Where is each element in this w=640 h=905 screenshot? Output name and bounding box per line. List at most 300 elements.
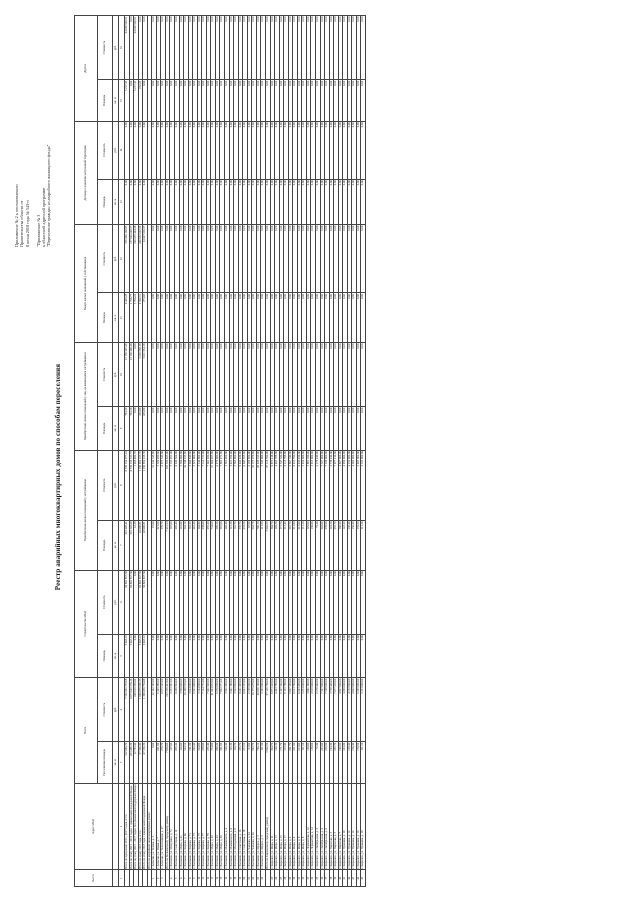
- value-cell: 0,00: [265, 407, 270, 450]
- value-cell: 0,00: [184, 179, 189, 225]
- value-cell: 0,00: [247, 342, 252, 406]
- value-cell: 0,00: [202, 634, 207, 677]
- value-cell: 0,00: [179, 179, 184, 225]
- value-cell: 0,00: [184, 342, 189, 406]
- value-cell: 64 865 965,91: [125, 16, 130, 80]
- value-cell: 4 092 000,00: [352, 678, 357, 742]
- value-cell: 5 329 280,00: [156, 678, 161, 742]
- value-cell: 72,40: [315, 520, 320, 570]
- row-number-cell: 40: [338, 870, 343, 887]
- value-cell: 239,90: [325, 742, 330, 783]
- column-number: 14: [119, 121, 125, 179]
- value-cell: 0,00: [134, 407, 139, 450]
- value-cell: 0,00: [302, 407, 307, 450]
- value-cell: 0,00: [325, 342, 330, 406]
- value-cell: 0,00: [234, 80, 239, 121]
- value-cell: 0,00: [343, 225, 348, 293]
- value-cell: 104,80: [197, 520, 202, 570]
- value-cell: 700,10: [256, 520, 261, 570]
- value-cell: 0,00: [193, 80, 198, 121]
- value-cell: 111,10: [361, 520, 366, 570]
- value-cell: 0,00: [361, 179, 366, 225]
- value-cell: 5 347 320,00: [279, 450, 284, 520]
- address-cell: г. Болохово, ул. Чапаева, д. 24: [247, 783, 252, 870]
- value-cell: 0,00: [161, 121, 166, 179]
- value-cell: 0,00: [252, 16, 257, 80]
- row-number-cell: 7: [184, 870, 189, 887]
- value-cell: 115,30: [229, 520, 234, 570]
- annex-block: [14, 12, 52, 247]
- row-number-cell: 20: [243, 870, 248, 887]
- value-cell: 0,00: [179, 342, 184, 406]
- value-cell: 0,00: [361, 121, 366, 179]
- value-cell: 6 243 450,00: [297, 678, 302, 742]
- column-unit-header: руб.: [113, 121, 119, 179]
- value-cell: 0,00: [206, 342, 211, 406]
- value-cell: 0,00: [256, 80, 261, 121]
- value-cell: 291 328,68: [129, 520, 134, 570]
- value-cell: 0,00: [297, 342, 302, 406]
- value-cell: 301,90: [220, 520, 225, 570]
- column-number: 5: [119, 634, 125, 677]
- address-cell: г. Киреевск, ул. Мира, д. 8: [302, 783, 307, 870]
- value-cell: 3 333 291,00: [170, 678, 175, 742]
- value-cell: 1 150 952 153,35: [143, 450, 148, 520]
- value-cell: 0,00: [170, 80, 175, 121]
- value-cell: 5 867 349,00: [288, 450, 293, 520]
- column-measure-header: Расселяемая площадь: [98, 742, 113, 783]
- value-cell: 3 254 000,00: [302, 450, 307, 520]
- value-cell: 0,00: [193, 634, 198, 677]
- value-cell: 120,40: [225, 742, 230, 783]
- value-cell: 0,00: [270, 179, 275, 225]
- value-cell: 0,00: [202, 570, 207, 634]
- column-number: 8: [119, 450, 125, 520]
- value-cell: 9 241 429,00: [238, 450, 243, 520]
- value-cell: 0,00: [315, 179, 320, 225]
- column-group-header: Адрес МКД: [75, 783, 113, 870]
- value-cell: 0,00: [261, 16, 266, 80]
- column-number: 1: [119, 870, 125, 887]
- value-cell: 0,00: [352, 80, 357, 121]
- value-cell: 0,00: [352, 634, 357, 677]
- value-cell: 0,00: [338, 570, 343, 634]
- value-cell: 0,00: [238, 80, 243, 121]
- value-cell: 0,00: [306, 225, 311, 293]
- rotated-sheet: [8, 7, 628, 897]
- value-cell: 3 738 440,00: [329, 450, 334, 520]
- row-number-cell: 6: [179, 870, 184, 887]
- value-cell: 0,00: [343, 16, 348, 80]
- value-cell: 0,00: [175, 407, 180, 450]
- row-number-cell: 13: [211, 870, 216, 887]
- value-cell: 0,00: [288, 80, 293, 121]
- value-cell: 0,00: [320, 634, 325, 677]
- value-cell: 0,00: [320, 121, 325, 179]
- value-cell: 0,00: [347, 407, 352, 450]
- value-cell: 0,00: [211, 570, 216, 634]
- value-cell: 7 826,00: [165, 742, 170, 783]
- column-measure-header: Стоимость: [98, 570, 113, 634]
- value-cell: 0,00: [188, 407, 193, 450]
- value-cell: 5 011 554,18: [143, 342, 148, 406]
- value-cell: 0,00: [152, 570, 157, 634]
- value-cell: 0,00: [361, 225, 366, 293]
- value-cell: 93,90: [247, 520, 252, 570]
- value-cell: 209,20: [215, 520, 220, 570]
- value-cell: 0,00: [293, 179, 298, 225]
- value-cell: 0,00: [325, 16, 330, 80]
- value-cell: 0,00: [184, 121, 189, 179]
- value-cell: 138,40: [347, 520, 352, 570]
- value-cell: 0,00: [334, 634, 339, 677]
- column-measure-header: Площадь: [98, 520, 113, 570]
- value-cell: 0,00: [270, 293, 275, 343]
- value-cell: 116,60: [179, 520, 184, 570]
- value-cell: 0,00: [347, 342, 352, 406]
- value-cell: 3 663,12: [129, 634, 134, 677]
- header-row-groups: [75, 16, 98, 887]
- value-cell: 0,00: [188, 80, 193, 121]
- value-cell: 171,70: [279, 520, 284, 570]
- value-cell: 0,00: [252, 342, 257, 406]
- value-cell: 43 090,81: [138, 520, 143, 570]
- column-measure-header: Стоимость: [98, 450, 113, 520]
- value-cell: 0,00: [361, 570, 366, 634]
- value-cell: 126,30: [275, 742, 280, 783]
- row-number-cell: 44: [356, 870, 361, 887]
- value-cell: 0,00: [193, 407, 198, 450]
- row-number-cell: 26: [275, 870, 280, 887]
- column-number: 4: [119, 678, 125, 742]
- value-cell: 0,00: [247, 570, 252, 634]
- address-cell: г. Болохово, ул. Маяковского, д. 6: [229, 783, 234, 870]
- value-cell: 0,00: [252, 80, 257, 121]
- value-cell: 0,00: [243, 570, 248, 634]
- value-cell: 0,00: [302, 16, 307, 80]
- column-group-header: Другое: [75, 16, 98, 122]
- value-cell: 0,00: [352, 179, 357, 225]
- value-cell: 111,50: [261, 520, 266, 570]
- value-cell: 0,00: [297, 121, 302, 179]
- value-cell: 0,00: [220, 570, 225, 634]
- value-cell: 0,00: [211, 179, 216, 225]
- address-cell: г. Алексин, ул. Челюскинцев, д. 27: [161, 783, 166, 870]
- value-cell: 0,00: [125, 121, 130, 179]
- value-cell: 9 873 418,00: [270, 450, 275, 520]
- value-cell: 233,50: [243, 742, 248, 783]
- value-cell: 0,00: [256, 634, 261, 677]
- value-cell: 0,00: [270, 80, 275, 121]
- value-cell: 0,00: [329, 80, 334, 121]
- value-cell: 143,20: [343, 520, 348, 570]
- value-cell: 0,00: [247, 225, 252, 293]
- value-cell: 0,00: [361, 407, 366, 450]
- value-cell: 0,00: [279, 16, 284, 80]
- value-cell: 3 663,12: [138, 634, 143, 677]
- value-cell: 253 488,30: [129, 742, 134, 783]
- value-cell: 0,00: [302, 80, 307, 121]
- value-cell: 0,00: [256, 293, 261, 343]
- column-unit-header: руб.: [113, 450, 119, 520]
- value-cell: 0,00: [311, 634, 316, 677]
- value-cell: 0,00: [284, 225, 289, 293]
- value-cell: 0,00: [279, 570, 284, 634]
- value-cell: 0,00: [152, 179, 157, 225]
- value-cell: 0,00: [279, 634, 284, 677]
- address-cell: г. Болохово, ул. Кирова, д. 71: [188, 783, 193, 870]
- value-cell: 0,00: [270, 121, 275, 179]
- value-cell: 0,00: [238, 121, 243, 179]
- value-cell: 312 086,70: [125, 742, 130, 783]
- value-cell: 0,00: [315, 634, 320, 677]
- value-cell: 0,00: [165, 342, 170, 406]
- value-cell: 0,00: [238, 634, 243, 677]
- value-cell: 0,00: [306, 634, 311, 677]
- value-cell: 12 783,44: [134, 742, 139, 783]
- value-cell: 5 347 320,00: [279, 678, 284, 742]
- value-cell: 233,50: [243, 520, 248, 570]
- column-group-header: № п/п: [75, 870, 113, 887]
- value-cell: 0,00: [229, 179, 234, 225]
- value-cell: 238,60: [202, 742, 207, 783]
- value-cell: 4 827 000,00: [338, 450, 343, 520]
- value-cell: 0,00: [206, 570, 211, 634]
- value-cell: 0,00: [229, 407, 234, 450]
- column-number: 6: [119, 570, 125, 634]
- value-cell: 4 152 000,00: [347, 678, 352, 742]
- row-number-cell: 42: [347, 870, 352, 887]
- row-number-cell: 38: [329, 870, 334, 887]
- value-cell: 335,70: [238, 742, 243, 783]
- value-cell: 7 198 000,00: [325, 450, 330, 520]
- value-cell: 0,00: [284, 342, 289, 406]
- value-cell: 0,00: [161, 179, 166, 225]
- value-cell: 0,00: [315, 570, 320, 634]
- value-cell: 0,00: [220, 407, 225, 450]
- value-cell: 243,60: [320, 742, 325, 783]
- value-cell: 0,00: [338, 179, 343, 225]
- value-cell: 115,30: [229, 742, 234, 783]
- row-number-cell: 4: [170, 870, 175, 887]
- value-cell: 0,00: [243, 225, 248, 293]
- value-cell: 0,00: [329, 225, 334, 293]
- value-cell: 13 150 208,48: [129, 342, 134, 406]
- value-cell: 0,00: [325, 179, 330, 225]
- value-cell: 0,00: [165, 80, 170, 121]
- value-cell: 0,00: [320, 407, 325, 450]
- column-number: 12: [119, 225, 125, 293]
- value-cell: 0,00: [315, 407, 320, 450]
- value-cell: 111,10: [302, 520, 307, 570]
- value-cell: 93,90: [247, 742, 252, 783]
- annex-line: Приложение № 2 к постановлению: [14, 184, 19, 247]
- value-cell: 3 345 000,00: [261, 678, 266, 742]
- value-cell: 0,00: [334, 342, 339, 406]
- value-cell: 0,00: [234, 179, 239, 225]
- value-cell: 205,40: [175, 742, 180, 783]
- value-cell: 126,30: [275, 520, 280, 570]
- value-cell: 0,00: [361, 342, 366, 406]
- value-cell: 7 677 210,00: [334, 678, 339, 742]
- value-cell: 0,00: [243, 634, 248, 677]
- value-cell: 5 217,43: [134, 80, 139, 121]
- value-cell: 4 403 788,00: [275, 450, 280, 520]
- address-cell: г. Киреевск, ул. Пушкина, д. 12: [347, 783, 352, 870]
- value-cell: 4 562,51: [138, 293, 143, 343]
- value-cell: 0,00: [247, 634, 252, 677]
- value-cell: 0,00: [261, 225, 266, 293]
- value-cell: 0,00: [306, 570, 311, 634]
- address-cell: г. Киреевск, ул. Пушкина, д. 14: [352, 783, 357, 870]
- value-cell: 0,00: [302, 179, 307, 225]
- value-cell: 0,00: [311, 570, 316, 634]
- value-cell: 0,00: [352, 293, 357, 343]
- value-cell: 6 643 555,00: [243, 678, 248, 742]
- address-cell: г. Болохово, ул. Щорса, д. 3: [256, 783, 261, 870]
- value-cell: 0,00: [261, 342, 266, 406]
- value-cell: 0,00: [306, 293, 311, 343]
- value-cell: 0,00: [152, 342, 157, 406]
- value-cell: 793,20: [125, 407, 130, 450]
- value-cell: 0,00: [206, 16, 211, 80]
- value-cell: 0,00: [165, 225, 170, 293]
- value-cell: 193 339 423,00: [165, 678, 170, 742]
- value-cell: 0,00: [175, 80, 180, 121]
- annex-line: "Переселение граждан из аварийного жилищного фонда": [46, 144, 52, 247]
- value-cell: 209,20: [215, 742, 220, 783]
- value-cell: 0,00: [284, 121, 289, 179]
- value-cell: 0,00: [293, 570, 298, 634]
- row-number-cell: 24: [261, 870, 266, 887]
- value-cell: 0,00: [165, 121, 170, 179]
- value-cell: 0,00: [275, 225, 280, 293]
- value-cell: 3 915 000,00: [311, 678, 316, 742]
- address-cell: г. Киреевск, ул. Пушкина, д. 16: [356, 783, 361, 870]
- value-cell: 0,00: [334, 293, 339, 343]
- value-cell: 0,00: [252, 407, 257, 450]
- value-cell: 0,00: [356, 179, 361, 225]
- value-cell: 0,00: [211, 634, 216, 677]
- value-cell: 0,00: [302, 121, 307, 179]
- value-cell: 0,00: [220, 80, 225, 121]
- row-number-cell: 21: [247, 870, 252, 887]
- value-cell: 14 627 210,57: [143, 225, 148, 293]
- value-cell: 0,00: [243, 407, 248, 450]
- value-cell: 0,00: [225, 570, 230, 634]
- value-cell: 16 348 935,00: [184, 678, 189, 742]
- value-cell: 0,00: [156, 225, 161, 293]
- value-cell: 221,60: [156, 520, 161, 570]
- value-cell: 0,00: [202, 342, 207, 406]
- address-cell: г. Киреевск, ул. Октябрьская, д. 2: [315, 783, 320, 870]
- value-cell: 0,00: [293, 225, 298, 293]
- value-cell: 160,90: [338, 742, 343, 783]
- value-cell: 0,00: [179, 80, 184, 121]
- value-cell: 0,00: [238, 293, 243, 343]
- value-cell: 734,00: [211, 520, 216, 570]
- row-number-cell: 34: [311, 870, 316, 887]
- value-cell: 5 521 600,00: [193, 450, 198, 520]
- value-cell: 0,00: [329, 407, 334, 450]
- column-measure-header: Стоимость: [98, 678, 113, 742]
- value-cell: 0,00: [184, 634, 189, 677]
- value-cell: 0,00: [202, 121, 207, 179]
- value-cell: 0,00: [297, 16, 302, 80]
- value-cell: 3 144 000,00: [197, 450, 202, 520]
- value-cell: 0,00: [356, 225, 361, 293]
- value-cell: 544,10: [184, 742, 189, 783]
- column-number: 7: [119, 520, 125, 570]
- value-cell: 0,00: [179, 16, 184, 80]
- value-cell: 3 915 000,00: [311, 450, 316, 520]
- value-cell: 0,00: [297, 634, 302, 677]
- column-group-header: Приобретение жилых помещений у лиц, не являющихся застройщиком: [75, 342, 98, 450]
- value-cell: 7 327 000,00: [320, 678, 325, 742]
- value-cell: 6 249 564,00: [175, 450, 180, 520]
- value-cell: 0,00: [193, 570, 198, 634]
- address-cell: г. Болохово, ул. Молодежная, д. 8: [234, 783, 239, 870]
- value-cell: 0,00: [188, 16, 193, 80]
- value-cell: 0,00: [184, 570, 189, 634]
- value-cell: 0,00: [325, 407, 330, 450]
- row-number-cell: 3: [161, 870, 166, 887]
- value-cell: 0,00: [275, 342, 280, 406]
- value-cell: 2 178 440,00: [315, 450, 320, 520]
- value-cell: 0,00: [215, 80, 220, 121]
- value-cell: 0,00: [279, 407, 284, 450]
- value-cell: 211,90: [293, 742, 298, 783]
- address-cell: г. Болохово, ул. Маяковского, д. 4: [225, 783, 230, 870]
- value-cell: 291 428,41: [125, 520, 130, 570]
- value-cell: 0,00: [270, 16, 275, 80]
- value-cell: 0,00: [261, 293, 266, 343]
- value-cell: 2 199 900,00: [247, 678, 252, 742]
- value-cell: 138,40: [347, 742, 352, 783]
- value-cell: 0,00: [315, 16, 320, 80]
- value-cell: 0,00: [279, 293, 284, 343]
- value-cell: 0,00: [215, 570, 220, 634]
- value-cell: 12 142 345,00: [152, 678, 157, 742]
- value-cell: 0,00: [179, 293, 184, 343]
- value-cell: 0,00: [356, 293, 361, 343]
- value-cell: 116,70: [234, 742, 239, 783]
- value-cell: 0,00: [188, 342, 193, 406]
- value-cell: 0,00: [343, 179, 348, 225]
- address-cell: г. Алексин, ул. Чехова, д. 3: [152, 783, 157, 870]
- value-cell: 0,00: [311, 407, 316, 450]
- address-cell: г. Киреевск, ул. Пирогова, д. 3: [329, 783, 334, 870]
- value-cell: 7 661 920,00: [206, 450, 211, 520]
- value-cell: 734,00: [211, 742, 216, 783]
- value-cell: 0,00: [347, 293, 352, 343]
- value-cell: 0,00: [215, 634, 220, 677]
- value-cell: 0,00: [347, 179, 352, 225]
- value-cell: 0,00: [206, 225, 211, 293]
- value-cell: 1 205 482,70: [134, 450, 139, 520]
- value-cell: 0,00: [265, 225, 270, 293]
- address-cell: Итого по этапу 2013 года, в т.ч.:: [138, 783, 143, 870]
- value-cell: 0,00: [288, 407, 293, 450]
- column-measure-header: Площадь: [98, 293, 113, 343]
- value-cell: 101,20: [188, 742, 193, 783]
- value-cell: 0,00: [338, 16, 343, 80]
- value-cell: 0,00: [288, 293, 293, 343]
- address-cell: г. Болохово, ул. Мира, д. 44: [215, 783, 220, 870]
- value-cell: 0,00: [261, 407, 266, 450]
- value-cell: 0,00: [206, 121, 211, 179]
- value-cell: 0,00: [252, 225, 257, 293]
